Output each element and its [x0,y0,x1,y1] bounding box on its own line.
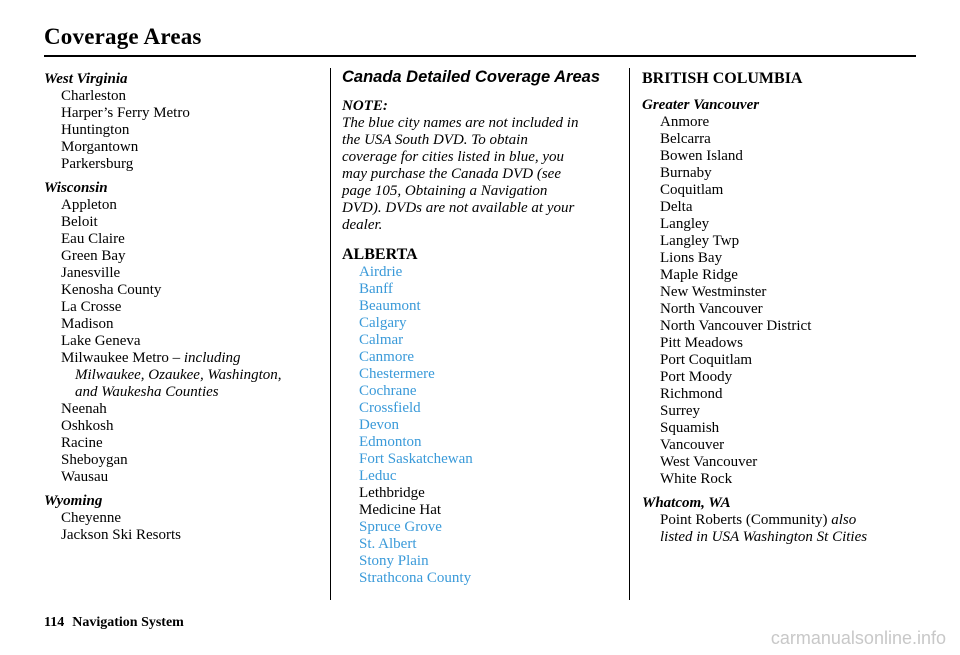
column-divider [629,68,630,600]
city-item: Kenosha County [61,282,162,298]
city-item: Burnaby [660,165,712,181]
city-item: Lethbridge [359,485,425,501]
city-name: Point Roberts (Community) [660,512,828,528]
section-heading: Canada Detailed Coverage Areas [342,68,600,86]
city-item: Lions Bay [660,250,723,266]
page-number: 114 [44,615,65,630]
city-item: Strathcona County [359,570,472,586]
city-item: Wausau [61,469,109,485]
note-line: the USA South DVD. To obtain [342,132,528,148]
city-item: Eau Claire [61,231,125,247]
city-item: North Vancouver [660,301,763,317]
city-item-point-roberts [642,512,932,529]
city-item: Maple Ridge [660,267,738,283]
city-item: Surrey [660,403,700,419]
city-item: La Crosse [61,299,122,315]
city-item: Madison [61,316,114,332]
city-item: Calmar [359,332,404,348]
column-canada-alberta [342,68,624,587]
city-item: Devon [359,417,399,433]
note-line: DVD). DVDs are not available at your [342,200,575,216]
city-item: Huntington [61,122,130,138]
city-item: Green Bay [61,248,126,264]
column-british-columbia [642,68,932,546]
city-item: Cochrane [359,383,417,399]
city-item: Oshkosh [61,418,114,434]
city-item: Richmond [660,386,723,402]
page-title: Coverage Areas [44,24,202,49]
note-line: The blue city names are not included in [342,115,579,131]
column-usa-states [44,68,324,544]
city-item: Harper’s Ferry Metro [61,105,190,121]
city-item: West Vancouver [660,454,758,470]
also-note: also [831,512,857,528]
city-item: Anmore [660,114,710,130]
city-item: Port Moody [660,369,733,385]
footer-section-title: Navigation System [72,615,184,630]
city-item: Bowen Island [660,148,743,164]
city-item: White Rock [660,471,733,487]
city-item: Calgary [359,315,407,331]
city-item: Belcarra [660,131,711,147]
city-item: Canmore [359,349,414,365]
province-heading: BRITISH COLUMBIA [642,70,803,87]
city-item-milwaukee [44,350,324,367]
city-item: Banff [359,281,393,297]
including-note-line: Milwaukee, Ozaukee, Washington, [75,367,282,383]
city-item: Neenah [61,401,107,417]
city-item: Cheyenne [61,510,121,526]
city-item: Airdrie [359,264,403,280]
city-item: Racine [61,435,103,451]
city-item: Fort Saskatchewan [359,451,473,467]
note-label: NOTE: [342,98,388,114]
note-line: dealer. [342,217,383,233]
city-item: Charleston [61,88,126,104]
note-text [342,115,624,234]
city-item: Langley [660,216,710,232]
city-item: St. Albert [359,536,417,552]
region-heading: Greater Vancouver [642,97,760,113]
city-item: Jackson Ski Resorts [61,527,181,543]
city-item: Sheboygan [61,452,128,468]
city-item: Spruce Grove [359,519,442,535]
city-item: Pitt Meadows [660,335,743,351]
city-item: North Vancouver District [660,318,812,334]
city-item: Morgantown [61,139,139,155]
note-line: page 105, Obtaining a Navigation [342,183,548,199]
city-item: Leduc [359,468,397,484]
region-heading: Whatcom, WA [642,495,731,511]
city-item: Crossfield [359,400,421,416]
title-rule [44,55,916,57]
note-line: may purchase the Canada DVD (see [342,166,561,182]
column-divider [330,68,331,600]
also-note-line: listed in USA Washington St Cities [660,529,868,545]
page-footer [44,615,184,631]
province-heading: ALBERTA [342,246,418,263]
city-item: Delta [660,199,693,215]
note-line: coverage for cities listed in blue, you [342,149,565,165]
city-item: Janesville [61,265,121,281]
city-item: Lake Geneva [61,333,141,349]
state-heading: Wyoming [44,493,103,509]
city-item: Stony Plain [359,553,429,569]
city-item: Appleton [61,197,117,213]
city-item: Squamish [660,420,720,436]
city-item: Beaumont [359,298,421,314]
dash: – [168,350,184,366]
city-item: Vancouver [660,437,725,453]
city-item: Medicine Hat [359,502,442,518]
city-item: Edmonton [359,434,422,450]
including-note: including [183,350,241,366]
city-item: Langley Twp [660,233,740,249]
city-item: New Westminster [660,284,767,300]
city-item: Coquitlam [660,182,724,198]
city-item: Parkersburg [61,156,134,172]
state-heading: Wisconsin [44,180,108,196]
watermark: carmanualsonline.info [770,628,946,648]
state-heading: West Virginia [44,71,128,87]
city-item: Beloit [61,214,98,230]
city-item: Chestermere [359,366,435,382]
city-name: Milwaukee Metro [61,350,169,366]
including-note-line: and Waukesha Counties [75,384,219,400]
city-item: Port Coquitlam [660,352,753,368]
